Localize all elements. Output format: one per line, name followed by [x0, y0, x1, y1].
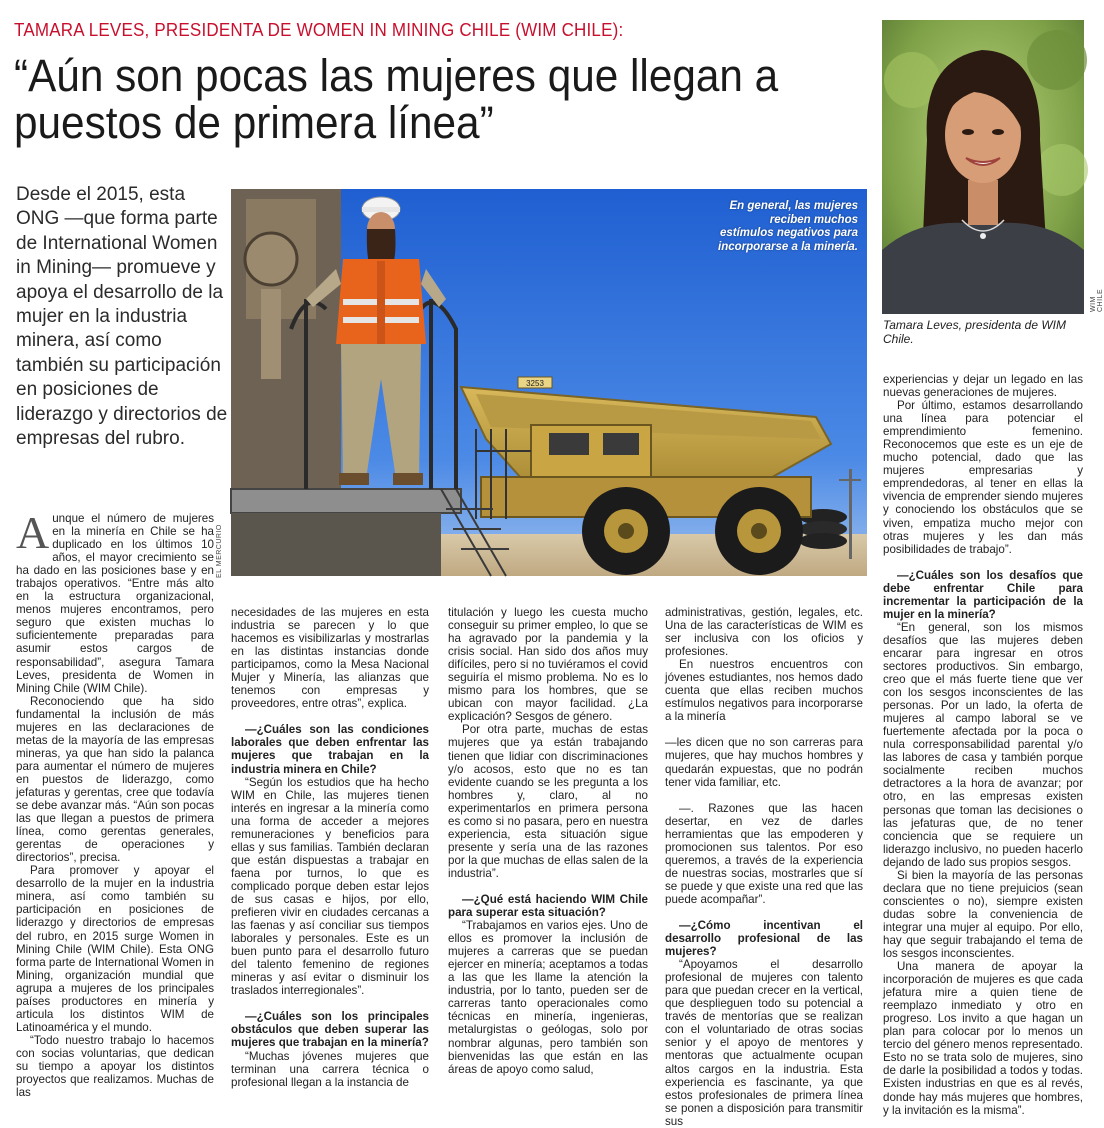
paragraph: “Trabajamos en varios ejes. Uno de ellos es promover la inclusión de mujeres a carreras que se puedan ejercer en minería; aceptamos a todas a las que les llame la atención la industria, por lo tanto, pueden ser de carreras tanto operacionales como técnicas en minería, ingenieras, metalurgistas o geólogas, solo por nombrar algunas, pero también son bienvenidas las que están en las áreas de apoyo como salud, [448, 919, 648, 1076]
paragraph: Reconociendo que ha sido fundamental la inclusión de más mujeres en las declaraciones de metas de la mayoría de las empresas mineras, ya que han sido la palanca para aumentar el número de mujeres en puestos de liderazgo, como jefaturas y gerentas, cree que todavía se debe avanzar más. “Aún son pocas las que llegan a puestos de primera línea, como gerentas generales, gerentas de operaciones y directorios”, precisa. [16, 694, 214, 865]
photo-credit: EL MERCURIO [216, 524, 223, 578]
article-column-1 [16, 507, 214, 1100]
portrait-credit: WIM CHILE [1090, 288, 1104, 312]
paragraph: Por otra parte, muchas de estas mujeres que ya están trabajando tienen que lidiar con discriminaciones y/o acosos, esto que no es tan evidente cuando se les pregunta a los hombres y, claro, al no experimentarlos en primera persona es como si no pasara, pero en nuestra experiencia, esta situación sigue presente y sería una de las razones por la que muchas de ellas salen de la industria”. [448, 723, 648, 880]
paragraph: titulación y luego les cuesta mucho conseguir su primer empleo, lo que se ha agravado por la pandemia y la crisis social. Han sido dos años muy difíciles, pero si no tuviéramos el covid seguiría el mismo problema. No es lo mismo para los hombres, que se ubican con mayor facilidad. ¿La explicación? Sesgos de género. [448, 606, 648, 724]
paragraph: En nuestros encuentros con jóvenes estudiantes, nos hemos dado cuenta que ellas reciben muchos estímulos negativos para incorporarse a la minería [665, 658, 863, 724]
paragraph: —les dicen que no son carreras para mujeres, que hay muchos hombres y quedarán expuestas, que no podrán tener vida familiar, etc. [665, 736, 863, 789]
article-lede: Desde el 2015, esta ONG —que forma parte de International Women in Mining— promueve y apoya el desarrollo de la mujer en la industria minera, así como también su participación en posiciones de liderazgo y directorios de empresas del rubro. [16, 184, 228, 450]
portrait-caption: Tamara Leves, presidenta de WIM Chile. [883, 318, 1066, 346]
paragraph: Para promover y apoyar el desarrollo de la mujer en la industria minera, así como también su participación en posiciones de liderazgo y directorios de empresas del rubro, en 2015 surge Women in Mining Chile (WIM Chile). Esta ONG forma parte de International Women in Mining, organización mundial que agrupa a mujeres de los principales países productores en minería y articula los distintos WIM de Latinoamérica y el mundo. [16, 864, 214, 1034]
dropcap: A [16, 507, 50, 558]
interview-question: —¿Qué está haciendo WIM Chile para superar esta situación? [448, 892, 648, 920]
interview-question: —¿Cuáles son los desafíos que debe enfrentar Chile para incrementar la participación de la mujer en la minería? [883, 568, 1083, 621]
interview-question: —¿Cuáles son las condiciones laborales que deben enfrentar las mujeres que trabajan en la industria minera en Chile? [231, 723, 429, 776]
truck-number: 3253 [526, 379, 544, 388]
paragraph: —. Razones que las hacen desertar, en vez de darles herramientas que las empoderen y promocionen sus talentos. Por eso queremos, a través de la experiencia de nuestras socias, mostrarles que sí se puede y que existe una red que las puede acompañar”. [665, 801, 863, 906]
paragraph: “Según los estudios que ha hecho WIM en Chile, las mujeres tienen interés en ingresar a la minería como una forma de acceder a mejores remuneraciones y beneficios para ellas y sus familias. También declaran que están dispuestas a trabajar en faena por turnos, lo que es complicado porque deben estar lejos de sus casas e hijos, por ello, prefieren vivir en ciudades cercanas a las faenas y así conciliar sus tiempos laborales y personales. Este es un buen punto para el desarrollo futuro del talento femenino de regiones mineras y así evitar o disminuir los traslados interregionales”. [231, 775, 429, 998]
paragraph: administrativas, gestión, legales, etc. Una de las características de WIM es ser inclusiva con los oficios y profesiones. [665, 606, 863, 659]
article-column-4 [665, 606, 863, 1128]
article-headline: “Aún son pocas las mujeres que llegan a puestos de primera línea” [14, 50, 779, 148]
paragraph: necesidades de las mujeres en esta industria se parecen y lo que hacemos es visibilizarlas y mostrarlas en las distintas instancias donde participamos, como la Mesa Nacional Mujer y Minería, las alianzas que tenemos con empresas y proveedores, entre otras”, explica. [231, 606, 429, 711]
paragraph: “Todo nuestro trabajo lo hacemos con socias voluntarias, que dedican su tiempo a apoyar los distintos proyectos que realizamos. Muchas de las [16, 1033, 214, 1100]
paragraph [16, 507, 214, 695]
paragraph: Una manera de apoyar la incorporación de mujeres es que cada jefatura mire a quien tiene de reemplazo inmediato y otro en progreso. Los invito a que hagan un plan para colocar por lo menos un tercio del género menos representado. Esto no se trata solo de mujeres, sino de darle la posibilidad a todos y todas. Existen industrias en que es al revés, donde hay más mujeres que hombres, y la invitación es la misma”. [883, 960, 1083, 1117]
paragraph: Si bien la mayoría de las personas declara que no tiene prejuicios (sean conscientes o no), siempre existen dudas sobre la conveniencia de integrar una mujer al equipo. Por ello, hay que seguir trabajando el tema de los sesgos inconscientes. [883, 868, 1083, 961]
article-kicker: TAMARA LEVES, PRESIDENTA DE WOMEN IN MINING CHILE (WIM CHILE): [14, 19, 624, 40]
article-column-5 [883, 373, 1083, 1117]
paragraph: “En general, son los mismos desafíos que las mujeres deben encarar para ingresar en otros sectores productivos. Sin embargo, creo que el más fuerte tiene que ver con los sesgos inconscientes de las personas. Por un lado, la oferta de mujeres al campo laboral se ve fuertemente afectada por la poca o nula corresponsabilidad parental y/o las labores de casa y también porque socialmente reciben muchos detractores a la hora de avanzar; por otro, en las empresas existen personas que toman las decisiones o las jefaturas que, de no tener conciencia que se requiere un liderazgo inclusivo, no pueden hacerlo dejando de lado sus propios sesgos. [883, 620, 1083, 869]
portrait-photo [882, 20, 1084, 314]
paragraph: “Muchas jóvenes mujeres que terminan una carrera técnica o profesional llegan a la instancia de [231, 1049, 429, 1089]
article-column-3 [448, 606, 648, 1076]
paragraph: “Apoyamos el desarrollo profesional de mujeres con talento para que puedan crecer en la vertical, que desplieguen todo su potencial a través de mentorías que se realizan con el voluntariado de otras socias senior y el apoyo de mentores y mentoras que actualmente ocupan altos cargos en la industria. Esta experiencia es fascinante, ya que estos profesionales de primera línea se ponen a disposición para transmitir sus [665, 958, 863, 1128]
paragraph: Por último, estamos desarrollando una línea para potenciar el emprendimiento femenino. Reconocemos que este es un eje de mucho potencial, dado que las mujeres empresarias y emprendedoras, al tener en ellas la vivencia de emprender siendo mujeres y conociendo los obstáculos que se viven, empatiza mucho mejor con otras mujeres y les dan más posibilidades de trabajo”. [883, 399, 1083, 556]
article-column-2 [231, 606, 429, 1089]
paragraph-text: unque el número de mujeres en la minería en Chile se ha duplicado en los últimos 10 años, el mayor crecimiento se ha dado en las posiciones base y en trabajos operativos. “Entre más alto en la estructura organizacional, menos mujeres encontramos, pero seguro que existen muchas lo suficientemente preparadas para asumir estos cargos de responsabilidad”, asegura Tamara Leves, presidenta de Women in Mining Chile (WIM Chile). [16, 512, 214, 695]
paragraph: experiencias y dejar un legado en las nuevas generaciones de mujeres. [883, 373, 1083, 400]
interview-question: —¿Cómo incentivan el desarrollo profesional de las mujeres? [665, 918, 863, 959]
photo-caption: En general, las mujeres reciben muchos estímulos negativos para incorporarse a la minería. [718, 200, 858, 253]
interview-question: —¿Cuáles son los principales obstáculos que deben superar las mujeres que trabajan en la minería? [231, 1010, 429, 1050]
